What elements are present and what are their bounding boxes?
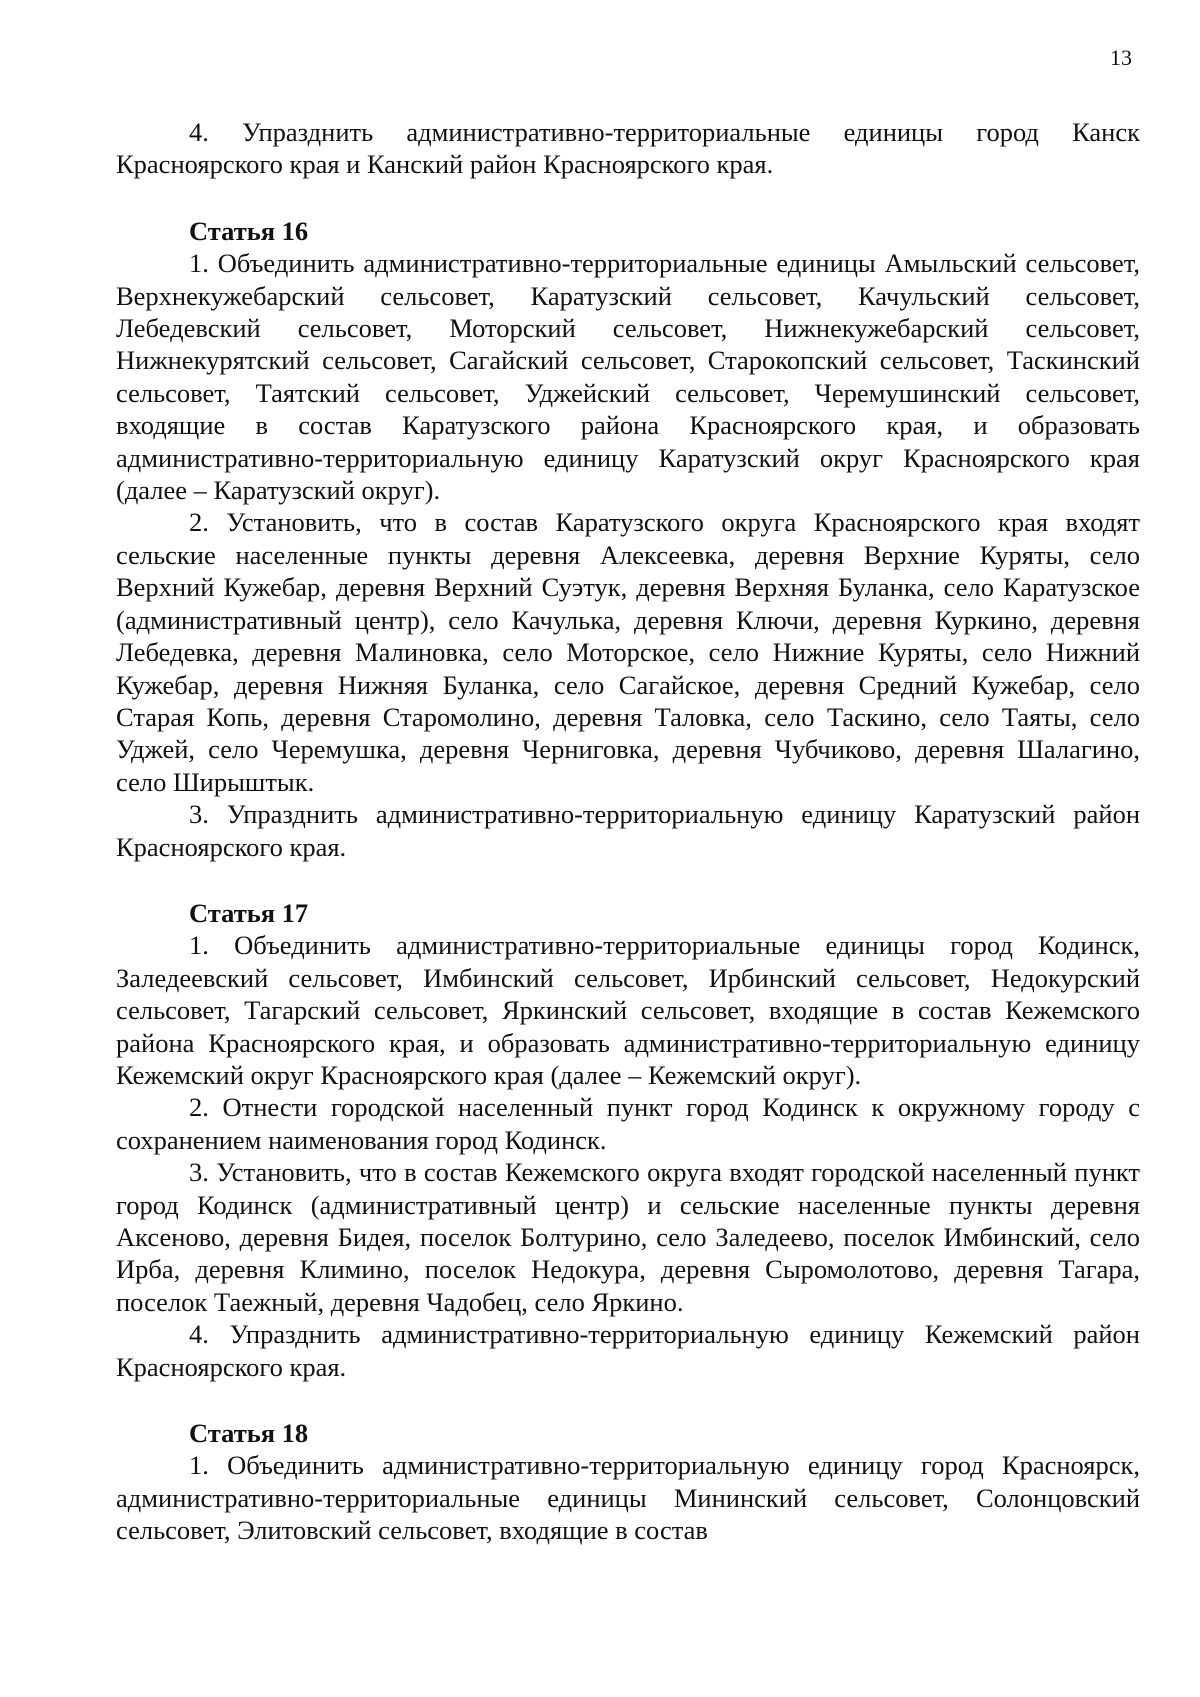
article-17-paragraph-1: 1. Объединить административно-территориальные единицы город Кодинск, Заледеевский сельсовет, Имбинский сельсовет, Ирбинский сельсовет, Недокурский сельсовет, Тагарский сельсовет, Яркинский сельсовет, входящие в состав Кежемского района Красноярского края, и образовать административно-территориальную единицу Кежемский округ Красноярского края (далее – Кежемский округ). xyxy=(116,930,1140,1090)
article-16-paragraph-1: 1. Объединить административно-территориальные единицы Амыльский сельсовет, Верхнекужебарский сельсовет, Каратузский сельсовет, Качульский сельсовет, Лебедевский сельсовет, Моторский сельсовет, Нижнекужебарский сельсовет, Нижнекурятский сельсовет, Сагайский сельсовет, Старокопский сельсовет, Таскинский сельсовет, Таятский сельсовет, Уджейский сельсовет, Черемушинский сельсовет, входящие в состав Каратузского района Красноярского края, и образовать административно-территориальную единицу Каратузский округ Красноярского края (далее – Каратузский округ). xyxy=(116,248,1140,506)
document-body xyxy=(116,116,1140,1547)
article-17-paragraph-3: 3. Установить, что в состав Кежемского округа входят городской населенный пункт город Кодинск (административный центр) и сельские населенные пункты деревня Аксеново, деревня Бидея, поселок Болтурино, село Заледеево, поселок Имбинский, село Ирба, деревня Климино, поселок Недокура, деревня Сыромолотово, деревня Тагара, поселок Таежный, деревня Чадобец, село Яркино. xyxy=(116,1157,1140,1317)
article-16-title: Статья 16 xyxy=(189,215,309,246)
article-17-paragraph-2: 2. Отнести городской населенный пункт город Кодинск к окружному городу с сохранением наименования город Кодинск. xyxy=(116,1092,1140,1155)
article-18-title: Статья 18 xyxy=(189,1418,309,1449)
article-17-title: Статья 17 xyxy=(189,897,309,928)
article-16-paragraph-3: 3. Упразднить административно-территориальную единицу Каратузский район Красноярского края. xyxy=(116,799,1140,862)
article-17-paragraph-4: 4. Упразднить административно-территориальную единицу Кежемский район Красноярского края. xyxy=(116,1319,1140,1382)
article-16-paragraph-2: 2. Установить, что в состав Каратузского округа Красноярского края входят сельские населенные пункты деревня Алексеевка, деревня Верхние Куряты, село Верхний Кужебар, деревня Верхний Суэтук, деревня Верхняя Буланка, село Каратузское (административный центр), село Качулька, деревня Ключи, деревня Куркино, деревня Лебедевка, деревня Малиновка, село Моторское, село Нижние Куряты, село Нижний Кужебар, деревня Нижняя Буланка, село Сагайское, деревня Средний Кужебар, село Старая Копь, деревня Старомолино, деревня Таловка, село Таскино, село Таяты, село Уджей, село Черемушка, деревня Черниговка, деревня Чубчиково, деревня Шалагино, село Ширыштык. xyxy=(116,507,1140,797)
article-18-paragraph-1: 1. Объединить административно-территориальную единицу город Красноярск, административно-территориальные единицы Мининский сельсовет, Солонцовский сельсовет, Элитовский сельсовет, входящие в состав xyxy=(116,1450,1140,1546)
page-number: 13 xyxy=(1110,45,1132,70)
paragraph-abolish-kansk: 4. Упразднить административно-территориальные единицы город Канск Красноярского края и Канский район Красноярского края. xyxy=(116,117,1140,180)
